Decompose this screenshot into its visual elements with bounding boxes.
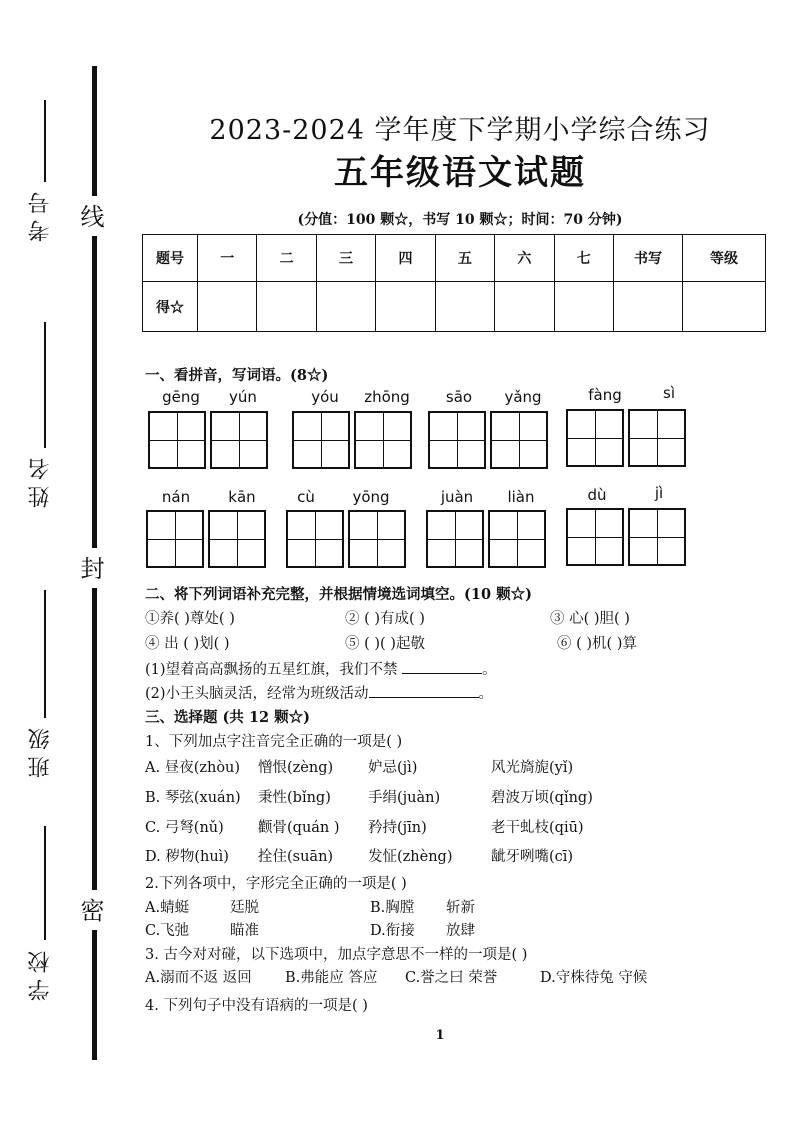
section1-heading: 一、看拼音，写词语。(8☆) xyxy=(145,367,329,384)
tianzige-cell[interactable] xyxy=(566,508,624,566)
score-input-cell[interactable] xyxy=(435,282,494,332)
option-part: A. 昼夜(zhòu) xyxy=(145,760,241,776)
fill-question-text: (1)望着高高飘扬的五星红旗，我们不禁 xyxy=(145,662,398,678)
option-part: 手绢(juàn) xyxy=(368,790,441,806)
option-part: 放肆 xyxy=(446,923,475,939)
tianzige-group xyxy=(426,510,550,568)
idiom-item: ② ( )有成( ) xyxy=(345,611,425,627)
question-2-options-row1 xyxy=(145,896,475,917)
score-input-cell[interactable] xyxy=(316,282,375,332)
option-part: 矜持(jīn) xyxy=(368,820,427,836)
binding-word-mi: 密 xyxy=(80,890,110,930)
pinyin-label: kān xyxy=(228,488,256,506)
pinyin-label: fàng xyxy=(588,386,622,404)
tianzige-cell[interactable] xyxy=(148,411,206,469)
tianzige-cell[interactable] xyxy=(488,510,546,568)
pinyin-label: liàn xyxy=(507,488,535,506)
idiom-item: ⑤ ( )( )起敬 xyxy=(345,636,425,652)
pinyin-label: jì xyxy=(654,484,664,502)
score-header-cell: 书写 xyxy=(614,235,683,282)
option-part: 发怔(zhèng) xyxy=(368,849,453,865)
side-rule-name xyxy=(44,322,46,448)
question-1-option-b xyxy=(145,786,593,807)
option-part: 颧骨(quán ) xyxy=(258,820,340,836)
answer-blank[interactable] xyxy=(402,659,482,674)
score-input-cell[interactable] xyxy=(198,282,257,332)
question-2-options-row2 xyxy=(145,919,475,940)
option-part: B.弗能应 答应 xyxy=(285,970,378,986)
score-header-cell: 二 xyxy=(257,235,316,282)
pinyin-label: cù xyxy=(297,488,315,506)
tianzige-cell[interactable] xyxy=(348,510,406,568)
option-part: 憎恨(zèng) xyxy=(258,760,334,776)
option-part: D.守株待兔 守候 xyxy=(540,970,648,986)
binding-word-xian: 线 xyxy=(80,196,110,236)
option-part: B.胸膛 xyxy=(370,900,415,916)
pinyin-label: dù xyxy=(587,486,607,504)
period: 。 xyxy=(482,662,497,678)
option-part: 风光旖旎(yǐ) xyxy=(491,760,574,776)
idiom-line-2 xyxy=(145,632,637,653)
option-part: B. 琴弦(xuán) xyxy=(145,790,241,806)
tianzige-cell[interactable] xyxy=(292,411,350,469)
tianzige-cell[interactable] xyxy=(628,508,686,566)
option-part: 拴住(suān) xyxy=(258,849,334,865)
tianzige-group xyxy=(292,411,416,469)
option-part: C.誉之曰 荣誉 xyxy=(405,970,498,986)
score-header-cell: 题号 xyxy=(143,235,198,282)
option-part: 斩新 xyxy=(446,900,475,916)
score-header-cell: 三 xyxy=(316,235,375,282)
fill-question-text: (2)小王头脑灵活，经常为班级活动 xyxy=(145,686,369,702)
tianzige-group xyxy=(148,411,272,469)
option-part: A.蜻蜓 xyxy=(145,900,190,916)
side-rule-school xyxy=(44,826,46,940)
score-input-cell[interactable] xyxy=(376,282,435,332)
fill-question-2 xyxy=(145,682,493,703)
exam-title-line2: 五年级语文试题 xyxy=(334,153,586,193)
question-3-stem: 3. 古今对对碰，以下选项中，加点字意思不一样的一项是( ) xyxy=(145,947,528,963)
option-part: D. 秽物(huì) xyxy=(145,849,229,865)
score-input-cell[interactable] xyxy=(683,282,766,332)
score-table xyxy=(142,234,766,332)
pinyin-label: sì xyxy=(663,384,675,402)
question-1-option-d xyxy=(145,845,573,866)
idiom-item: ①养( )尊处( ) xyxy=(145,611,235,627)
side-rule-class xyxy=(44,590,46,718)
option-part: 秉性(bǐng) xyxy=(258,790,331,806)
score-table-header-row xyxy=(143,235,766,282)
score-input-cell[interactable] xyxy=(614,282,683,332)
pinyin-label: sāo xyxy=(445,388,473,406)
fill-question-1 xyxy=(145,658,497,679)
score-header-cell: 六 xyxy=(495,235,554,282)
binding-word-feng: 封 xyxy=(80,548,110,588)
tianzige-cell[interactable] xyxy=(566,409,624,467)
score-input-cell[interactable] xyxy=(495,282,554,332)
option-part: 龇牙咧嘴(cī) xyxy=(491,849,574,865)
score-input-cell[interactable] xyxy=(257,282,316,332)
tianzige-group xyxy=(286,510,410,568)
question-2-stem: 2.下列各项中，字形完全正确的一项是( ) xyxy=(145,876,407,892)
question-3-options xyxy=(145,966,647,987)
page-number: 1 xyxy=(435,1028,445,1043)
score-row-label: 得☆ xyxy=(143,282,198,332)
idiom-item: ④ 出 ( )划( ) xyxy=(145,636,230,652)
pinyin-label: gēng xyxy=(162,388,200,406)
score-header-cell: 等级 xyxy=(683,235,766,282)
option-part: C. 弓弩(nǔ) xyxy=(145,820,224,836)
tianzige-group xyxy=(146,510,270,568)
pinyin-label: yōng xyxy=(352,488,390,506)
pinyin-label: yǎng xyxy=(504,388,542,406)
tianzige-cell[interactable] xyxy=(286,510,344,568)
option-part: 碧波万顷(qǐng) xyxy=(491,790,593,806)
tianzige-group xyxy=(566,409,690,467)
pinyin-label: juàn xyxy=(440,488,474,506)
side-label-exam-number: 考号 xyxy=(28,186,53,242)
option-part: C.飞弛 xyxy=(145,923,190,939)
pinyin-label: zhōng xyxy=(364,388,410,406)
option-part: D.衔接 xyxy=(370,923,415,939)
tianzige-cell[interactable] xyxy=(628,409,686,467)
option-part: A.溺而不返 返回 xyxy=(145,970,252,986)
side-label-class: 班级 xyxy=(28,722,53,778)
question-1-option-c xyxy=(145,816,584,837)
pinyin-label: yún xyxy=(229,388,257,406)
answer-blank[interactable] xyxy=(369,683,479,698)
score-header-cell: 七 xyxy=(554,235,613,282)
option-part: 老干虬枝(qiū) xyxy=(491,820,584,836)
tianzige-cell[interactable] xyxy=(490,411,548,469)
idiom-item: ⑥ ( )机( )算 xyxy=(557,636,637,652)
exam-title-line1: 2023-2024 学年度下学期小学综合练习 xyxy=(209,115,711,146)
tianzige-cell[interactable] xyxy=(208,510,266,568)
period: 。 xyxy=(478,686,494,702)
score-header-cell: 一 xyxy=(198,235,257,282)
question-1-option-a xyxy=(145,756,573,777)
score-header-cell: 五 xyxy=(435,235,494,282)
option-part: 廷脱 xyxy=(230,900,259,916)
tianzige-cell[interactable] xyxy=(354,411,412,469)
section3-heading: 三、选择题 (共 12 颗☆) xyxy=(145,709,311,726)
idiom-line-1 xyxy=(145,607,630,628)
tianzige-cell[interactable] xyxy=(426,510,484,568)
score-header-cell: 四 xyxy=(376,235,435,282)
question-4-stem: 4. 下列句子中没有语病的一项是( ) xyxy=(145,998,368,1014)
score-input-cell[interactable] xyxy=(554,282,613,332)
pinyin-label: yóu xyxy=(311,388,339,406)
option-part: 瞄准 xyxy=(230,923,259,939)
score-table-value-row xyxy=(143,282,766,332)
tianzige-group xyxy=(428,411,552,469)
question-1-stem: 1、下列加点字注音完全正确的一项是( ) xyxy=(145,734,403,750)
tianzige-cell[interactable] xyxy=(146,510,204,568)
pinyin-label: nán xyxy=(161,488,191,506)
tianzige-cell[interactable] xyxy=(428,411,486,469)
tianzige-cell[interactable] xyxy=(210,411,268,469)
exam-info: (分值：100 颗☆，书写 10 颗☆；时间：70 分钟) xyxy=(297,212,623,228)
tianzige-group xyxy=(566,508,690,566)
section2-heading: 二、将下列词语补充完整，并根据情境选词填空。(10 颗☆) xyxy=(145,586,532,603)
idiom-item: ③ 心( )胆( ) xyxy=(550,611,630,627)
side-label-name: 姓名 xyxy=(28,452,53,508)
option-part: 妒忌(jì) xyxy=(368,760,418,776)
side-rule-exam-number xyxy=(44,100,46,182)
side-label-school: 学校 xyxy=(28,945,53,1001)
